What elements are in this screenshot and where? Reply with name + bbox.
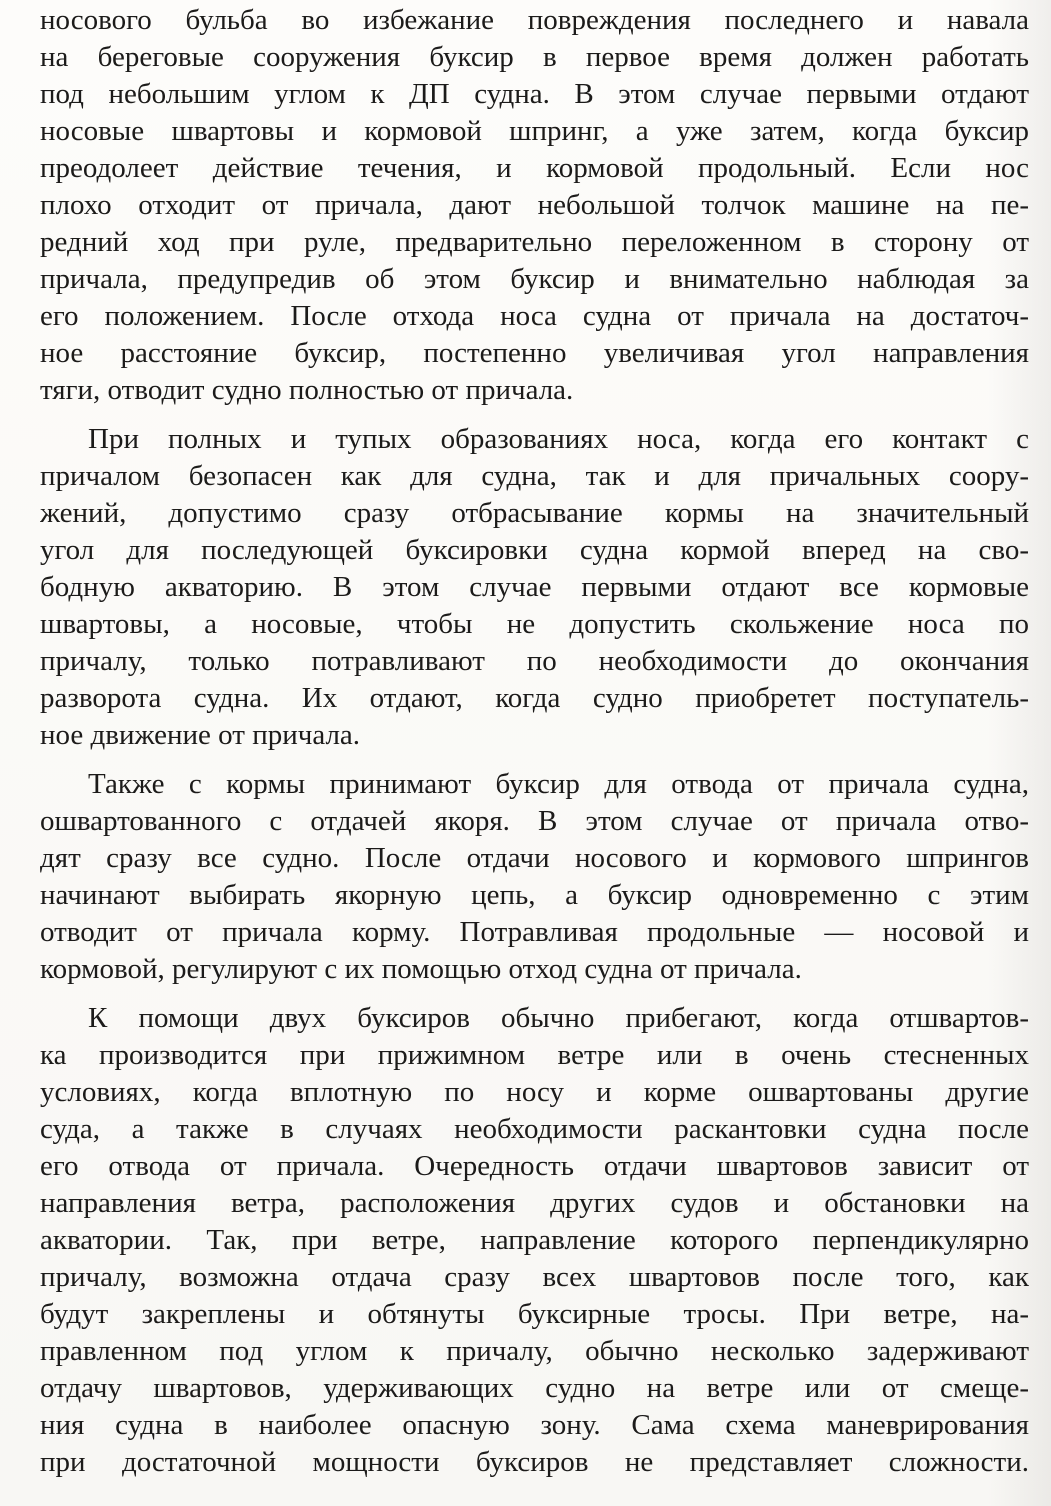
- text-line: причалу, только потравливают по необходимости до окончания: [40, 645, 1029, 677]
- text-line: Также с кормы принимают буксир для отвода от причала судна,: [88, 768, 1029, 800]
- paragraph-3: [40, 766, 1029, 988]
- paragraph-1: [40, 2, 1029, 409]
- text-line: преодолеет действие течения, и кормовой продольный. Если нос: [40, 152, 1029, 184]
- text-line: направления ветра, расположения других судов и обстановки на: [40, 1187, 1029, 1219]
- text-line: кормовой, регулируют с их помощью отход судна от причала.: [40, 953, 802, 985]
- text-line: угол для последующей буксировки судна кормой вперед на сво-: [40, 534, 1029, 566]
- text-line: К помощи двух буксиров обычно прибегают, когда отшвартов-: [88, 1002, 1029, 1034]
- text-line: начинают выбирать якорную цепь, а буксир одновременно с этим: [40, 879, 1029, 911]
- text-line: ное движение от причала.: [40, 719, 361, 751]
- text-line: редний ход при руле, предварительно переложенном в сторону от: [40, 226, 1029, 258]
- text-line: ошвартованного с отдачей якоря. В этом случае от причала отво-: [40, 805, 1029, 837]
- text-line: бодную акваторию. В этом случае первыми отдают все кормовые: [40, 571, 1029, 603]
- text-line: отводит от причала корму. Потравливая продольные — носовой и: [40, 916, 1029, 948]
- text-line: под небольшим углом к ДП судна. В этом случае первыми отдают: [40, 78, 1029, 110]
- text-line: причалу, возможна отдача сразу всех швартовов после того, как: [40, 1261, 1029, 1293]
- paragraph-2: [40, 421, 1029, 754]
- paragraph-4: [40, 1000, 1029, 1481]
- text-line: дят сразу все судно. После отдачи носового и кормового шпрингов: [40, 842, 1029, 874]
- text-line: ка производится при прижимном ветре или в очень стесненных: [40, 1039, 1029, 1071]
- text-line: плохо отходит от причала, дают небольшой толчок машине на пе-: [40, 189, 1029, 221]
- text-line: отдачу швартовов, удерживающих судно на ветре или от смеще-: [40, 1372, 1029, 1404]
- text-line: швартовы, а носовые, чтобы не допустить скольжение носа по: [40, 608, 1029, 640]
- text-line: акватории. Так, при ветре, направление которого перпендикулярно: [40, 1224, 1029, 1256]
- text-line: разворота судна. Их отдают, когда судно приобретет поступатель-: [40, 682, 1029, 714]
- text-line: При полных и тупых образованиях носа, когда его контакт с: [88, 423, 1029, 455]
- text-line: ное расстояние буксир, постепенно увеличивая угол направления: [40, 337, 1029, 369]
- text-line: причала, предупредив об этом буксир и внимательно наблюдая за: [40, 263, 1029, 295]
- text-line: на береговые сооружения буксир в первое время должен работать: [40, 41, 1029, 73]
- text-line: при достаточной мощности буксиров не представляет сложности.: [40, 1446, 1029, 1478]
- text-line: будут закреплены и обтянуты буксирные тросы. При ветре, на-: [40, 1298, 1029, 1330]
- text-line: его положением. После отхода носа судна от причала на достаточ-: [40, 300, 1029, 332]
- text-line: жений, допустимо сразу отбрасывание кормы на значительный: [40, 497, 1029, 529]
- text-line: условиях, когда вплотную по носу и корме ошвартованы другие: [40, 1076, 1029, 1108]
- text-line: ния судна в наиболее опасную зону. Сама схема маневрирования: [40, 1409, 1029, 1441]
- text-line: суда, а также в случаях необходимости раскантовки судна после: [40, 1113, 1029, 1145]
- text-line: носовые швартовы и кормовой шпринг, а уже затем, когда буксир: [40, 115, 1029, 147]
- text-line: его отвода от причала. Очередность отдачи швартовов зависит от: [40, 1150, 1029, 1182]
- text-line: тяги, отводит судно полностью от причала.: [40, 374, 574, 406]
- text-line: правленном под углом к причалу, обычно несколько задерживают: [40, 1335, 1029, 1367]
- text-line: причалом безопасен как для судна, так и для причальных соору-: [40, 460, 1029, 492]
- body-text: [40, 2, 1029, 1481]
- text-line: носового бульба во избежание повреждения последнего и навала: [40, 4, 1029, 36]
